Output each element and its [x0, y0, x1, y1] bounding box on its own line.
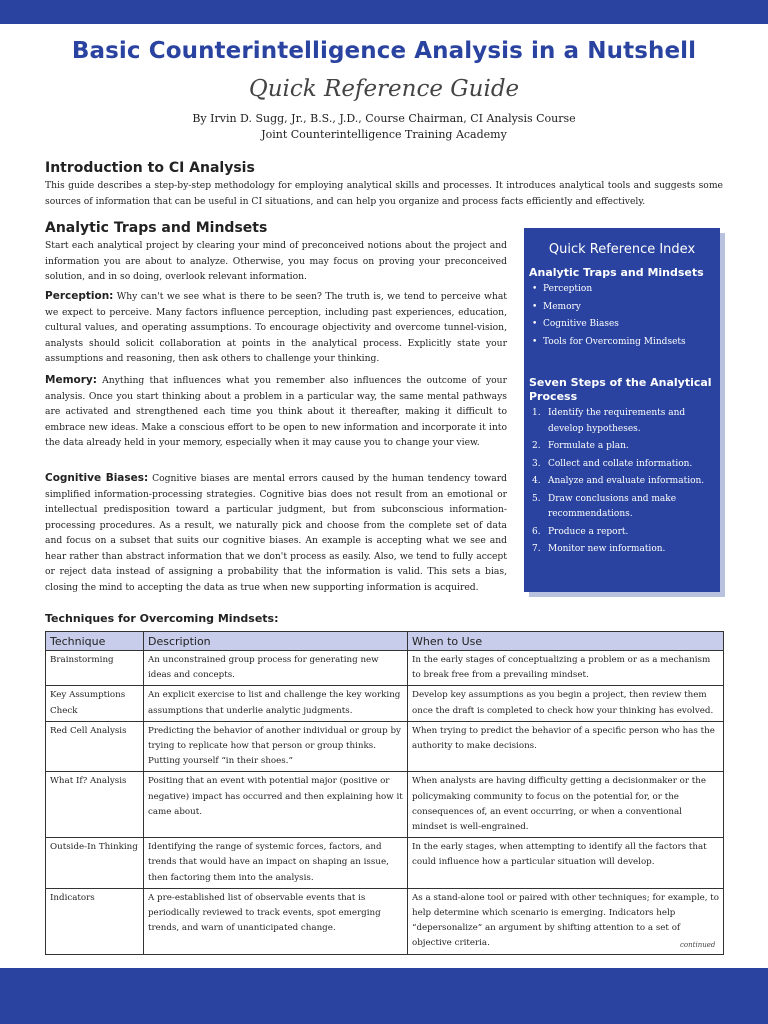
top-band: [0, 0, 768, 24]
traps-intro-text: Start each analytical project by clearing your mind of preconceived notions about the project and information you are about to analyze. Otherwise, you may focus on proving your preconceived solution, and in so doing, overlook relevant information.: [45, 240, 507, 282]
table-row: [46, 651, 724, 686]
step-text: Identify the requirements and develop hypotheses.: [548, 408, 686, 434]
technique-cell: Key Assumptions Check: [46, 686, 144, 721]
continued-note: continued: [680, 941, 716, 949]
description-cell: A pre-established list of observable events that is periodically reviewed to track events, spot emerging trends, and warn of unanticipated change.: [144, 888, 408, 954]
memory-label: Memory:: [45, 374, 97, 386]
index-item-cognitive-biases[interactable]: • Cognitive Biases: [532, 319, 686, 337]
step-number: 5.: [532, 493, 541, 504]
bottom-band: [0, 968, 768, 1024]
technique-cell: Red Cell Analysis: [46, 721, 144, 772]
intro-heading: Introduction to CI Analysis: [45, 160, 255, 176]
when-to-use-cell: When trying to predict the behavior of a specific person who has the authority to make decisions.: [408, 721, 724, 772]
index-section-traps: Analytic Traps and Mindsets: [529, 266, 704, 279]
step-text: Produce a report.: [548, 526, 629, 537]
when-to-use-cell: In the early stages of conceptualizing a problem or as a mechanism to break free from a prevailing mindset.: [408, 651, 724, 686]
table-header-row: [46, 632, 724, 651]
index-step[interactable]: [532, 406, 714, 437]
description-cell: An explicit exercise to list and challenge the key working assumptions that underlie analytic judgments.: [144, 686, 408, 721]
index-item-perception[interactable]: • Perception: [532, 284, 686, 302]
description-cell: An unconstrained group process for generating new ideas and concepts.: [144, 651, 408, 686]
technique-cell: Brainstorming: [46, 651, 144, 686]
step-text: Formulate a plan.: [548, 441, 629, 451]
description-cell: Predicting the behavior of another individual or group by trying to replicate how that person or group thinks. Putting yourself “in their shoes.”: [144, 721, 408, 772]
organization-line: Joint Counterintelligence Training Academy: [261, 128, 507, 141]
step-number: 4.: [532, 476, 541, 486]
biases-text: Cognitive biases are mental errors caused by the human tendency toward simplified information-processing strategies. Cognitive bias does not result from an emotional or intellectual predisposition toward a particular judgment, but from subconscious information-processing procedures. As a result, we naturally pick and choose from the complete set of data and focus on a subset that suits our cognitive biases. An example is accepting what we see and hear rather than abstract information that we don't process as easily. Also, we tend to fully accept or reject data instead of assigning a probability that the information is valid. This sets a bias, closing the mind to accepting the data as true when new supporting information is acquired.: [45, 473, 507, 593]
index-item-memory[interactable]: • Memory: [532, 302, 686, 320]
index-step[interactable]: [532, 542, 714, 558]
byline: [0, 111, 768, 143]
techniques-title: Techniques for Overcoming Mindsets:: [45, 612, 279, 625]
techniques-table: [45, 631, 724, 955]
table-row: [46, 686, 724, 721]
index-title: Quick Reference Index: [548, 242, 696, 257]
column-header-description: Description: [144, 632, 408, 651]
index-section-steps: Seven Steps of the Analytical Process: [529, 376, 712, 403]
perception-text: Why can't we see what is there to be seen? The truth is, we tend to perceive what we expect to perceive. Many factors influence perception, including past experiences, education, cultural values, and operating assumptions. To encourage objectivity and overcome tunnel-vision, analysts should solicit collaboration at points in the analytical process. Explicitly state your assumptions and reasoning, then ask others to challenge your thinking.: [45, 291, 507, 364]
biases-paragraph: [45, 471, 507, 595]
quick-reference-index: [524, 228, 720, 592]
author-line: By Irvin D. Sugg, Jr., B.S., J.D., Course Chairman, CI Analysis Course: [192, 112, 576, 125]
step-text: Analyze and evaluate information.: [548, 476, 705, 486]
description-cell: Positing that an event with potential major (positive or negative) impact has occurred and then explaining how it came about.: [144, 772, 408, 838]
step-number: 1.: [532, 408, 541, 418]
step-text: Collect and collate information.: [548, 458, 693, 469]
index-step[interactable]: [532, 457, 714, 473]
page-subtitle: Quick Reference Guide: [248, 76, 520, 102]
perception-paragraph: [45, 289, 507, 367]
column-header-when-to-use: When to Use: [408, 632, 724, 651]
table-row: [46, 721, 724, 772]
intro-text: This guide describes a step-by-step methodology for employing analytical skills and processes. It introduces analytical tools and suggests some sources of information that can be useful in CI situations, and can help you organize and process facts efficiently and effectively.: [45, 180, 723, 207]
table-row: [46, 772, 724, 838]
when-to-use-cell: As a stand-alone tool or paired with other techniques; for example, to help determine which scenario is emerging. Indicators help “depersonalize” an argument by shifting attention to a set of objective criteria.: [408, 888, 724, 954]
step-number: 6.: [532, 526, 541, 537]
index-steps-list: [532, 406, 714, 560]
when-to-use-cell: When analysts are having difficulty getting a decisionmaker or the policymaking community to focus on the potential for, or the consequences of, an event occurring, or when a conventional mindset is well-engrained.: [408, 772, 724, 838]
step-number: 3.: [532, 458, 541, 469]
index-step[interactable]: [532, 439, 714, 455]
when-to-use-cell: Develop key assumptions as you begin a project, then review them once the draft is completed to check how your thinking has evolved.: [408, 686, 724, 721]
memory-paragraph: [45, 373, 507, 451]
step-number: 2.: [532, 441, 541, 451]
step-text: Monitor new information.: [548, 544, 666, 554]
perception-label: Perception:: [45, 290, 114, 302]
index-item-tools[interactable]: • Tools for Overcoming Mindsets: [532, 337, 686, 355]
index-step[interactable]: [532, 525, 714, 541]
step-text: Draw conclusions and make recommendations.: [548, 493, 677, 519]
memory-text: Anything that influences what you remember also influences the outcome of your analysis. Once you start thinking about a problem in a particular way, the same mental pathways are activated and strengthened each time you think about it thereafter, making it difficult to embrace new ideas. Make a conscious effort to be open to new information and incorporate it into the data already held in your memory, especially when it may cause you to change your view.: [45, 375, 507, 448]
biases-label: Cognitive Biases:: [45, 472, 149, 484]
technique-cell: Indicators: [46, 888, 144, 954]
technique-cell: What If? Analysis: [46, 772, 144, 838]
page-title: Basic Counterintelligence Analysis in a Nutshell: [71, 38, 697, 64]
table-row: [46, 838, 724, 889]
index-step[interactable]: [532, 492, 714, 523]
index-traps-list: [532, 284, 686, 354]
when-to-use-cell: In the early stages, when attempting to identify all the factors that could influence how a particular situation will develop.: [408, 838, 724, 889]
table-row: [46, 888, 724, 954]
traps-heading: Analytic Traps and Mindsets: [45, 220, 268, 236]
index-step[interactable]: [532, 474, 714, 490]
description-cell: Identifying the range of systemic forces, factors, and trends that would have an impact on shaping an issue, then factoring them into the analysis.: [144, 838, 408, 889]
column-header-technique: Technique: [46, 632, 144, 651]
technique-cell: Outside-In Thinking: [46, 838, 144, 889]
step-number: 7.: [532, 544, 541, 554]
